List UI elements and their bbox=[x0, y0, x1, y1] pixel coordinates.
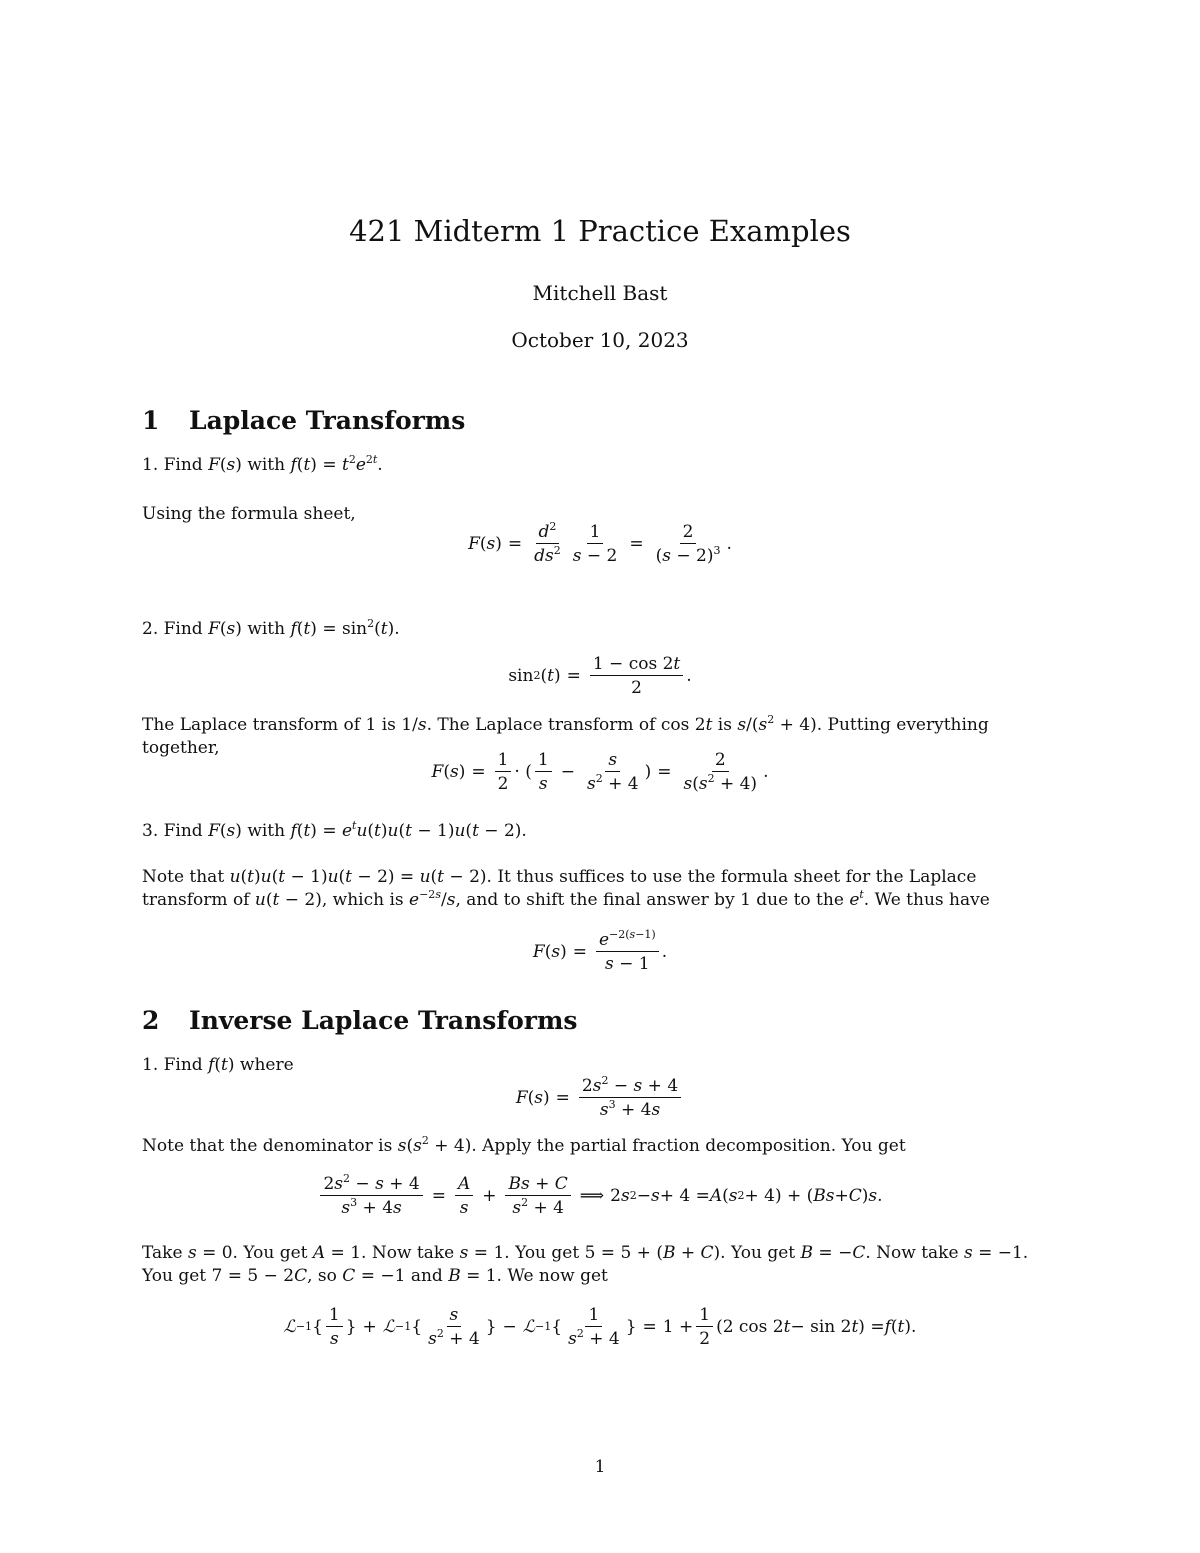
page-number: 1 bbox=[594, 1457, 606, 1477]
problem-1-2: 2. Find F(s) with $f(t) = \sin^2(t)$. bbox=[142, 617, 400, 639]
document-title: 421 Midterm 1 Practice Examples bbox=[349, 214, 851, 248]
document-author: Mitchell Bast bbox=[532, 281, 668, 305]
problem-1-1: 1. Find F(s) with $f(t) = t^2e^{2t}$. bbox=[142, 453, 383, 475]
equation-2-3: ℒ −1 { $\frac{1}{s}$ } + ℒ −1 { $\frac{s}{s^2 + 4}$ } − ℒ −1 { $\frac{1}{s^2 + 4}$ } = 1 + $\frac{1}{2}$ (2 cos 2 t − sin 2 t ) = f ( t ). bbox=[283, 1305, 917, 1350]
equation-1-1: F ( s ) = $\frac{d^2}{ds^2}$ $\frac{1}{s - 2}$ = $\frac{2}{(s - 2)^3}$ . bbox=[468, 520, 732, 567]
section-2-heading bbox=[142, 1004, 577, 1038]
equation-2-2: $\frac{2s^2 - s + 4}{s^3 + 4s}$ = $\frac{A}{s}$ + $\frac{Bs + C}{s^2 + 4}$ ⟹ 2 s 2 − s + 4 = A ( s 2 + 4) + ( Bs + C ) s . bbox=[0, 1174, 1200, 1219]
equation-1-3: F ( s ) = $\frac{1}{2}$ · ( $\frac{1}{s}$ − $\frac{s}{s^2 + 4}$ ) = $\frac{2}{s(s^2 + 4)}$ . bbox=[431, 750, 769, 795]
section-1-title: Laplace Transforms bbox=[189, 406, 466, 435]
laplace-cos-text: The Laplace transform of 1 is 1/s. The Laplace transform of cos 2t is $s/(s^2 + 4)$. Putting everything together, bbox=[142, 713, 989, 758]
section-2-title: Inverse Laplace Transforms bbox=[189, 1006, 578, 1035]
section-1-heading bbox=[142, 404, 465, 438]
problem-1-3: 3. Find F(s) with $f(t) = e^tu(t)u(t - 1)u(t - 2)$. bbox=[142, 819, 527, 841]
section-1-number: 1 bbox=[142, 406, 160, 435]
problem-2-1: 1. Find f(t) where bbox=[142, 1055, 294, 1075]
equation-2-1: F ( s ) = $\frac{2s^2 - s + 4}{s^3 + 4s}$ bbox=[0, 1076, 1200, 1121]
document-date: October 10, 2023 bbox=[511, 328, 689, 352]
section-2-number: 2 bbox=[142, 1006, 160, 1035]
equation-1-2: sin 2 ( t ) = $\frac{1 - \cos 2t}{2}$ . bbox=[508, 654, 692, 699]
solving-coefficients: Take s = 0. You get A = 1. Now take s = 1. You get 5 = 5 + (B + C). You get B = −C. Now take s = −1. You get 7 = 5 − 2C, so C = −1 and B = 1. We now get bbox=[142, 1243, 1029, 1286]
denominator-note: Note that the denominator is $s(s^2 + 4)$. Apply the partial fraction decomposition. You get bbox=[142, 1134, 906, 1156]
equation-1-4: F ( s ) = $\frac{e^{-2(s-1)}}{s - 1}$ . bbox=[532, 928, 668, 975]
using-formula-sheet: Using the formula sheet, bbox=[142, 504, 356, 524]
note-unit-step: Note that u(t)u(t − 1)u(t − 2) = u(t − 2). It thus suffices to use the formula sheet for the Laplace transform of u(t − 2), which is $e^{-2s}/s$, and to shift the final answer by 1 due to the $e^t$. We thus have bbox=[142, 867, 990, 910]
